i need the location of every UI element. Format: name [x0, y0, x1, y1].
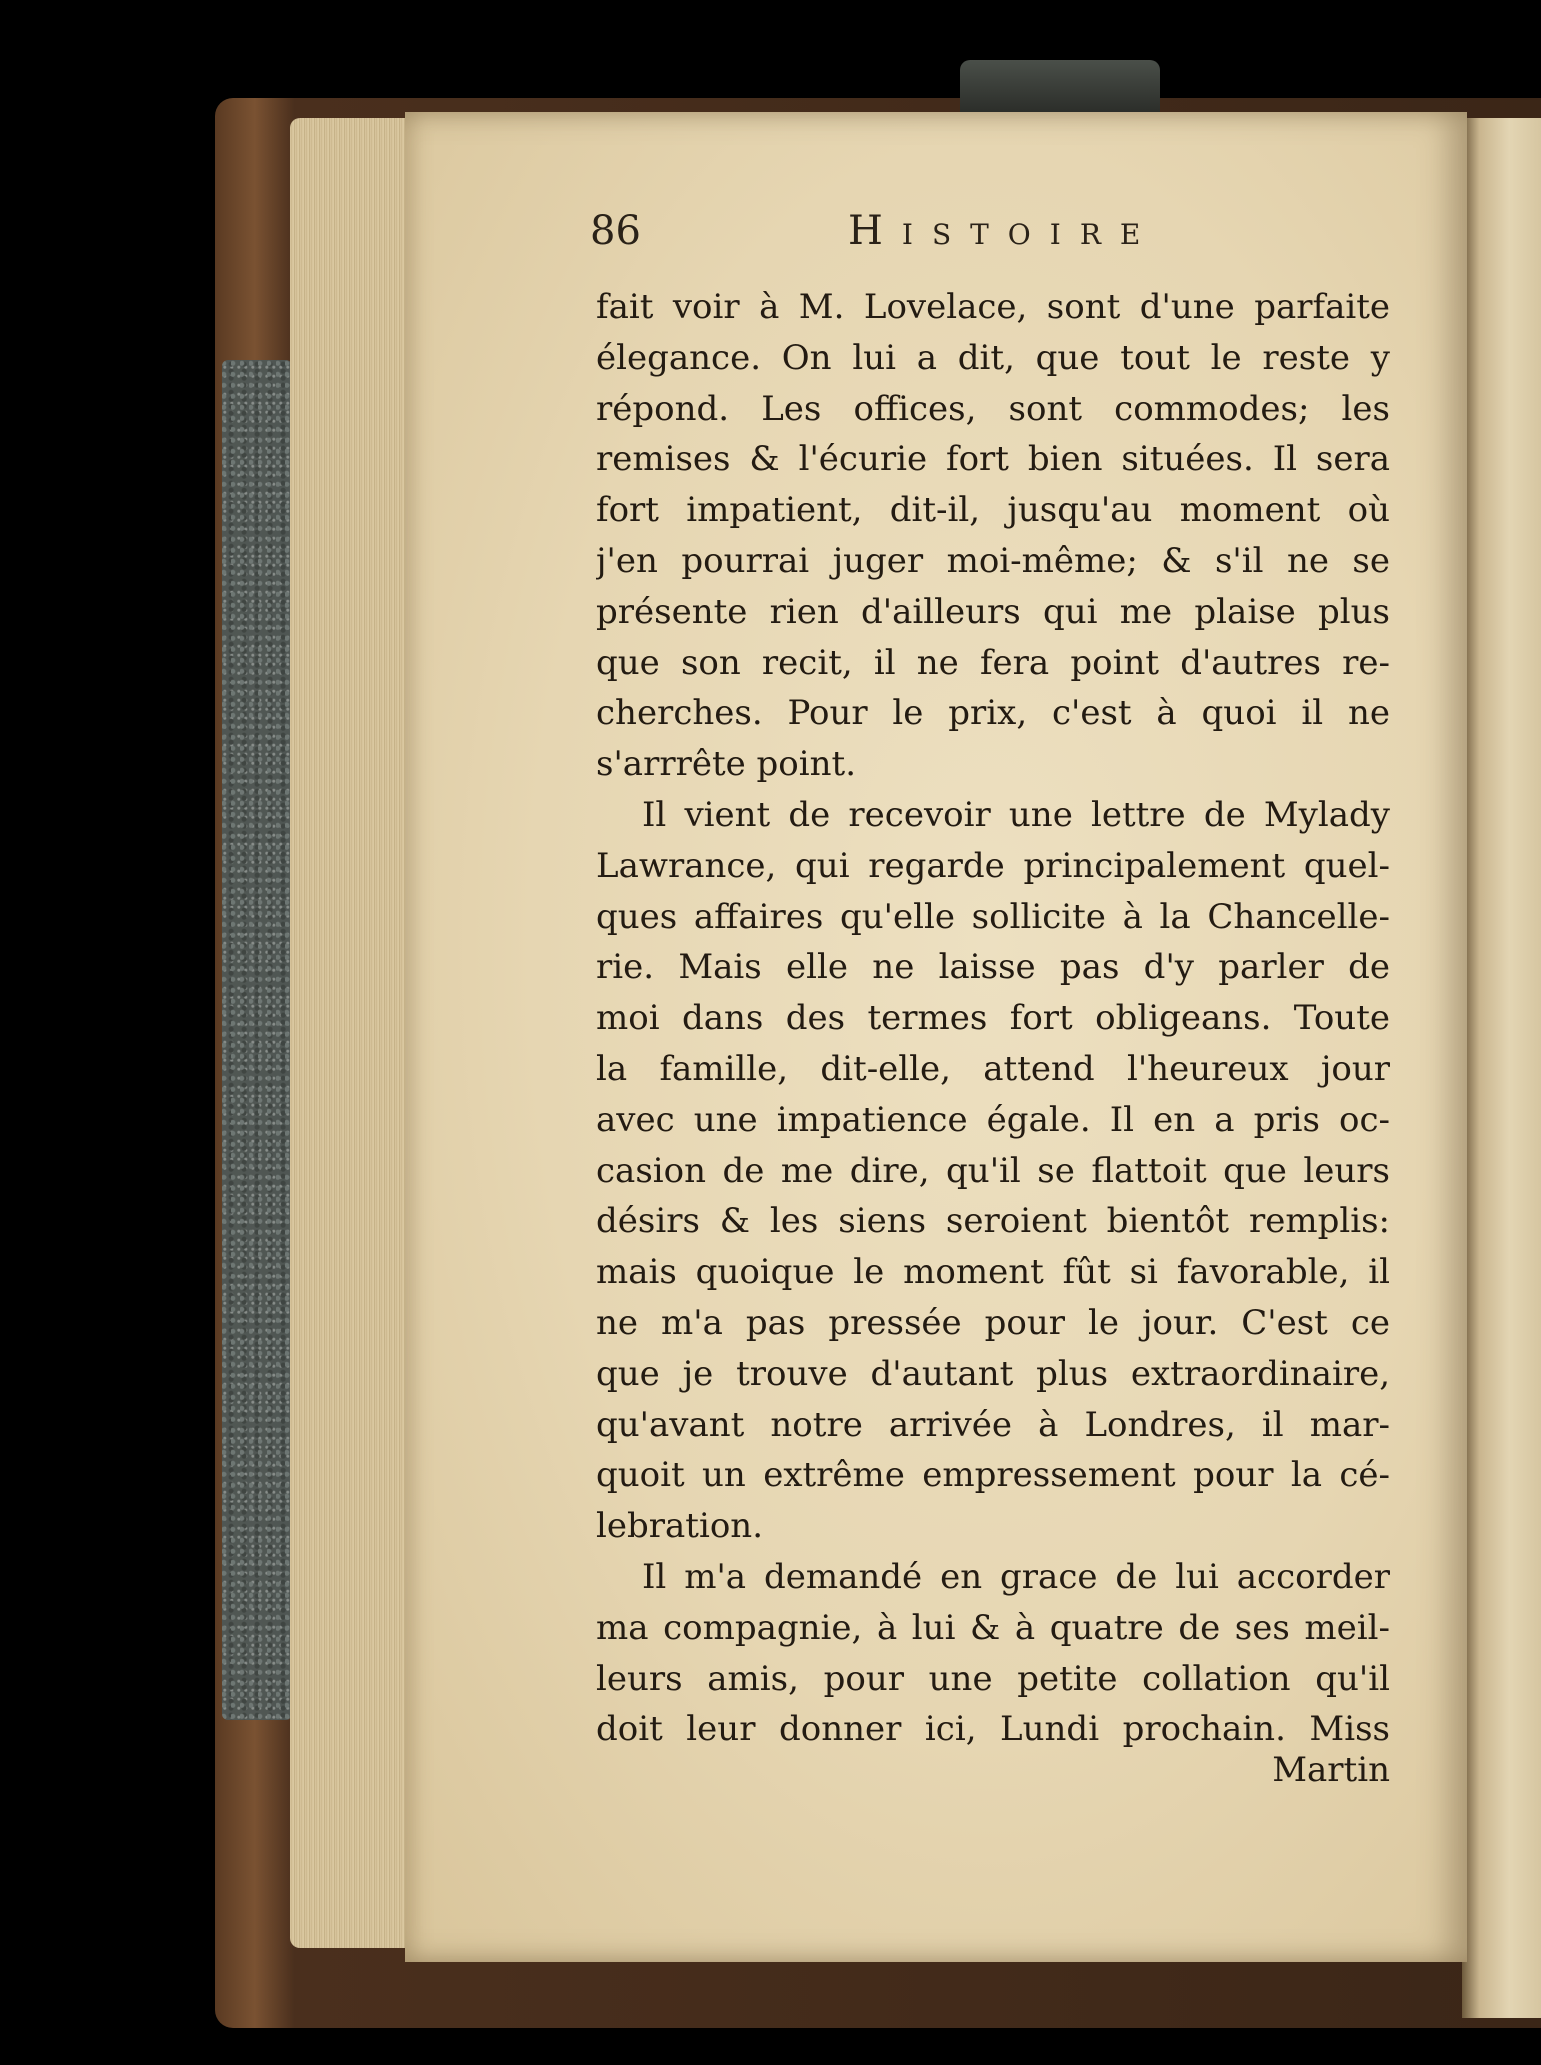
- text-line: que son recit, il ne fera point d'autres re-: [596, 642, 1390, 683]
- text-line: rie. Mais elle ne laisse pas d'y parler de: [596, 947, 1390, 988]
- text-line: la famille, dit-elle, attend l'heureux jour: [596, 1048, 1390, 1089]
- text-line: que je trouve d'autant plus extraordinaire,: [596, 1353, 1390, 1394]
- text-line: élegance. On lui a dit, que tout le reste y: [596, 337, 1390, 378]
- page-edges: [290, 118, 410, 1948]
- text-line: fait voir à M. Lovelace, sont d'une parfaite: [596, 287, 1390, 327]
- text-line: Il vient de recevoir une lettre de Mylady: [642, 794, 1390, 835]
- catchword: Martin: [1272, 1750, 1390, 1790]
- page-number: 86: [590, 208, 641, 254]
- text-line: j'en pourrai juger moi-même; & s'il ne se: [596, 540, 1390, 581]
- text-line: ne m'a pas pressée pour le jour. C'est ce: [596, 1302, 1390, 1343]
- facing-page-edge: [1462, 118, 1541, 2018]
- text-line: quoit un extrême empressement pour la cé-: [596, 1455, 1390, 1496]
- text-line: doit leur donner ici, Lundi prochain. Miss: [596, 1709, 1390, 1750]
- text-line: ques affaires qu'elle sollicite à la Chancelle-: [596, 896, 1390, 937]
- text-line: désirs & les siens seroient bientôt remplis:: [596, 1201, 1390, 1242]
- text-line: s'arrrête point.: [596, 744, 857, 785]
- text-line: fort impatient, dit-il, jusqu'au moment où: [596, 490, 1390, 531]
- binding-spine-top: [960, 60, 1160, 115]
- text-line: présente rien d'ailleurs qui me plaise plus: [596, 591, 1390, 632]
- text-line: leurs amis, pour une petite collation qu'il: [596, 1658, 1390, 1699]
- text-line: cherches. Pour le prix, c'est à quoi il ne: [596, 693, 1390, 734]
- text-line: avec une impatience égale. Il en a pris oc-: [596, 1099, 1390, 1140]
- text-line: qu'avant notre arrivée à Londres, il mar-: [596, 1404, 1390, 1445]
- marbled-board: [222, 360, 292, 1720]
- text-line: Il m'a demandé en grace de lui accorder: [642, 1556, 1390, 1597]
- text-line: ma compagnie, à lui & à quatre de ses meil-: [596, 1607, 1390, 1648]
- text-line: moi dans des termes fort obligeans. Toute: [596, 998, 1390, 1039]
- page-header: [590, 208, 1160, 268]
- text-line: Lawrance, qui regarde principalement quel-: [596, 845, 1390, 886]
- text-line: répond. Les offices, sont commodes; les: [596, 388, 1390, 429]
- text-line: lebration.: [596, 1506, 763, 1547]
- text-line: mais quoique le moment fût si favorable, il: [596, 1252, 1390, 1293]
- text-line: casion de me dire, qu'il se flattoit que leurs: [596, 1150, 1390, 1191]
- text-line: remises & l'écurie fort bien situées. Il sera: [596, 439, 1390, 480]
- body-text: [596, 282, 1390, 1755]
- running-title: Histoire: [848, 208, 1160, 254]
